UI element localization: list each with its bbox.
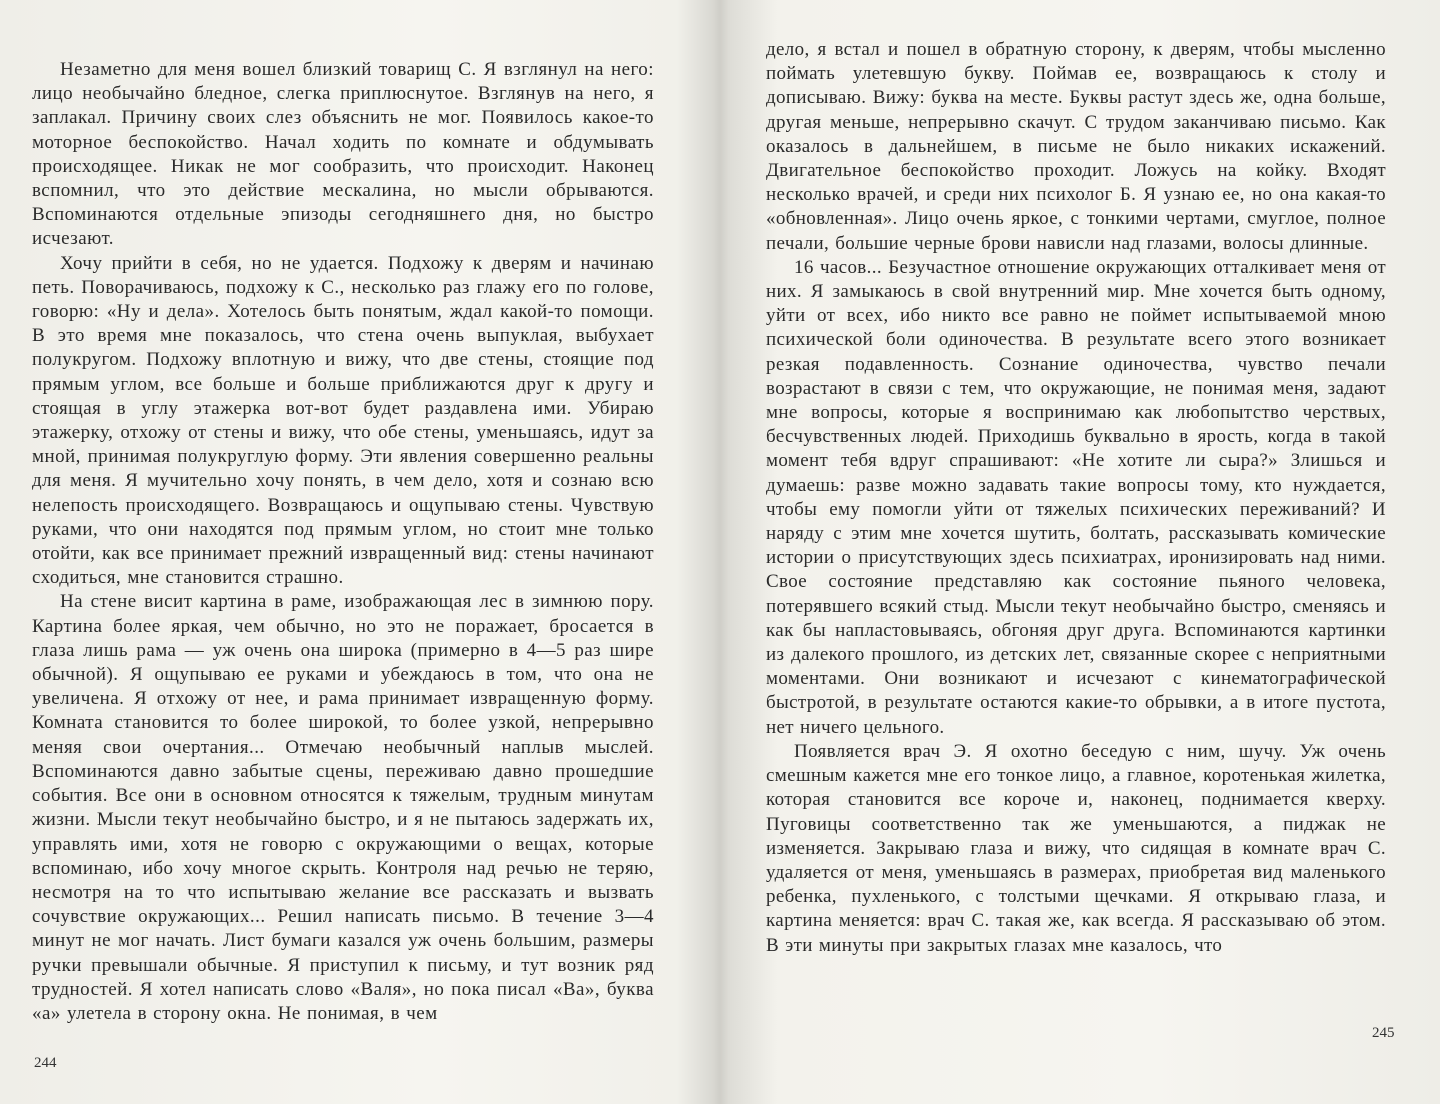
paragraph: На стене висит картина в раме, изображающая лес в зимнюю пору. Картина более яркая, чем обычно, но это не поражает, бросается в глаза лишь рама — уж очень она широка (примерно в 4—5 раз шире обычной). Я ощупываю ее руками и убеждаюсь в том, что она не увеличена. Я отхожу от нее, и рама принимает извращенную форму. Комната становится то более широкой, то более узкой, непрерывно меняя свои очертания... Отмечаю необычный наплыв мыслей. Вспоминаются давно забытые сцены, переживаю давно прошедшие события. Все они в основном относятся к тяжелым, трудным минутам жизни. Мысли текут необычайно быстро, и я не пытаюсь задержать их, управлять ими, хотя не говорю с окружающими о вещах, которые вспоминаю, ибо хочу многое скрыть. Контроля над речью не теряю, несмотря на то что испытываю желание все рассказать и вызвать сочувствие окружающих... Решил написать письмо. В течение 3—4 минут не мог начать. Лист бумаги казался уж очень большим, размеры ручки превышали обычные. Я приступил к письму, и тут возник ряд трудностей. Я хотел написать слово «Валя», но пока писал «Ва», буква «а» улетела в сторону окна. Не понимая, в чем [32, 591, 654, 1024]
paragraph: Появляется врач Э. Я охотно беседую с ним, шучу. Уж очень смешным кажется мне его тонкое лицо, а главное, коротенькая жилетка, которая становится все короче и, наконец, поднимается кверху. Пуговицы соответственно так же уменьшаются, а пиджак не изменяется. Закрываю глаза и вижу, что сидящая в комнате врач С. удаляется от меня, уменьшаясь в размерах, приобретая вид маленького ребенка, пухленького, с толстыми щечками. Я открываю глаза, и картина меняется: врач С. такая же, как всегда. Я рассказываю об этом. В эти минуты при закрытых глазах мне казалось, что [766, 740, 1386, 956]
paragraph: Хочу прийти в себя, но не удается. Подхожу к дверям и начинаю петь. Поворачиваюсь, подхожу к С., несколько раз глажу его по голове, говорю: «Ну и дела». Хотелось быть понятым, ждал какой-то помощи. В это время мне показалось, что стена очень выпуклая, выбухает полукругом. Подхожу вплотную и вижу, что две стены, стоящие под прямым углом, все больше и больше приближаются друг к другу и стоящая в углу этажерка вот-вот будет раздавлена ими. Убираю этажерку, отхожу от стены и вижу, что обе стены, уменьшаясь, идут за мной, принимая полукруглую форму. Эти явления совершенно реальны для меня. Я мучительно хочу понять, в чем дело, хотя и сознаю всю нелепость происходящего. Возвращаюсь и ощупываю стены. Чувствую руками, что они находятся под прямым углом, но стоит мне только отойти, как все принимает прежний извращенный вид: стены начинают сходиться, мне становится страшно. [32, 252, 654, 589]
paragraph: дело, я встал и пошел в обратную сторону, к дверям, чтобы мысленно поймать улетевшую букву. Поймав ее, возвращаюсь к столу и дописываю. Вижу: буква на месте. Буквы растут здесь же, одна больше, другая меньше, непрерывно скачут. С трудом заканчиваю письмо. Как оказалось в дальнейшем, в письме не было никаких искажений. Двигательное беспокойство проходит. Ложусь на койку. Входят несколько врачей, и среди них психолог Б. Я узнаю ее, но она какая-то «обновленная». Лицо очень яркое, с тонкими чертами, смуглое, полное печали, большие черные брови нависли над глазами, волосы длинные. [766, 39, 1386, 254]
left-page [32, 58, 654, 1026]
page-number-left: 244 [34, 1055, 57, 1071]
page-number-right: 245 [1372, 1025, 1395, 1041]
paragraph: Незаметно для меня вошел близкий товарищ С. Я взглянул на него: лицо необычайно бледное, слегка приплюснутое. Взглянув на него, я заплакал. Причину своих слез объяснить не мог. Появилось какое-то моторное беспокойство. Начал ходить по комнате и обдумывать происходящее. Никак не мог сообразить, что происходит. Наконец вспомнил, что это действие мескалина, но мысли обрываются. Вспоминаются отдельные эпизоды сегодняшнего дня, но быстро исчезают. [32, 59, 654, 250]
paragraph: 16 часов... Безучастное отношение окружающих отталкивает меня от них. Я замыкаюсь в свой внутренний мир. Мне хочется быть одному, уйти от всех, ибо никто все равно не поймет испытываемой мною психической боли одиночества. В результате всего этого возникает резкая подавленность. Сознание одиночества, чувство печали возрастают в связи с тем, что окружающие, не понимая меня, задают мне вопросы, которые я воспринимаю как любопытство черствых, бесчувственных людей. Приходишь буквально в ярость, когда в такой момент тебя вдруг спрашивают: «Не хотите ли сыра?» Злишься и думаешь: разве можно задавать такие вопросы тому, кто нуждается, чтобы ему помогли уйти от тяжелых психических переживаний? И наряду с этим мне хочется шутить, болтать, рассказывать комические истории о присутствующих здесь психиатрах, иронизировать над ними. Свое состояние представляю как состояние пьяного человека, потерявшего всякий стыд. Мысли текут необычайно быстро, сменяясь и как бы напластовываясь, обгоняя друг друга. Вспоминаются картинки из далекого прошлого, из детских лет, связанные скорее с неприятными моментами. Они возникают и исчезают с кинематографической быстротой, в результате остаются какие-то обрывки, а в итоге пустота, нет ничего цельного. [766, 256, 1386, 738]
right-page [766, 38, 1386, 958]
